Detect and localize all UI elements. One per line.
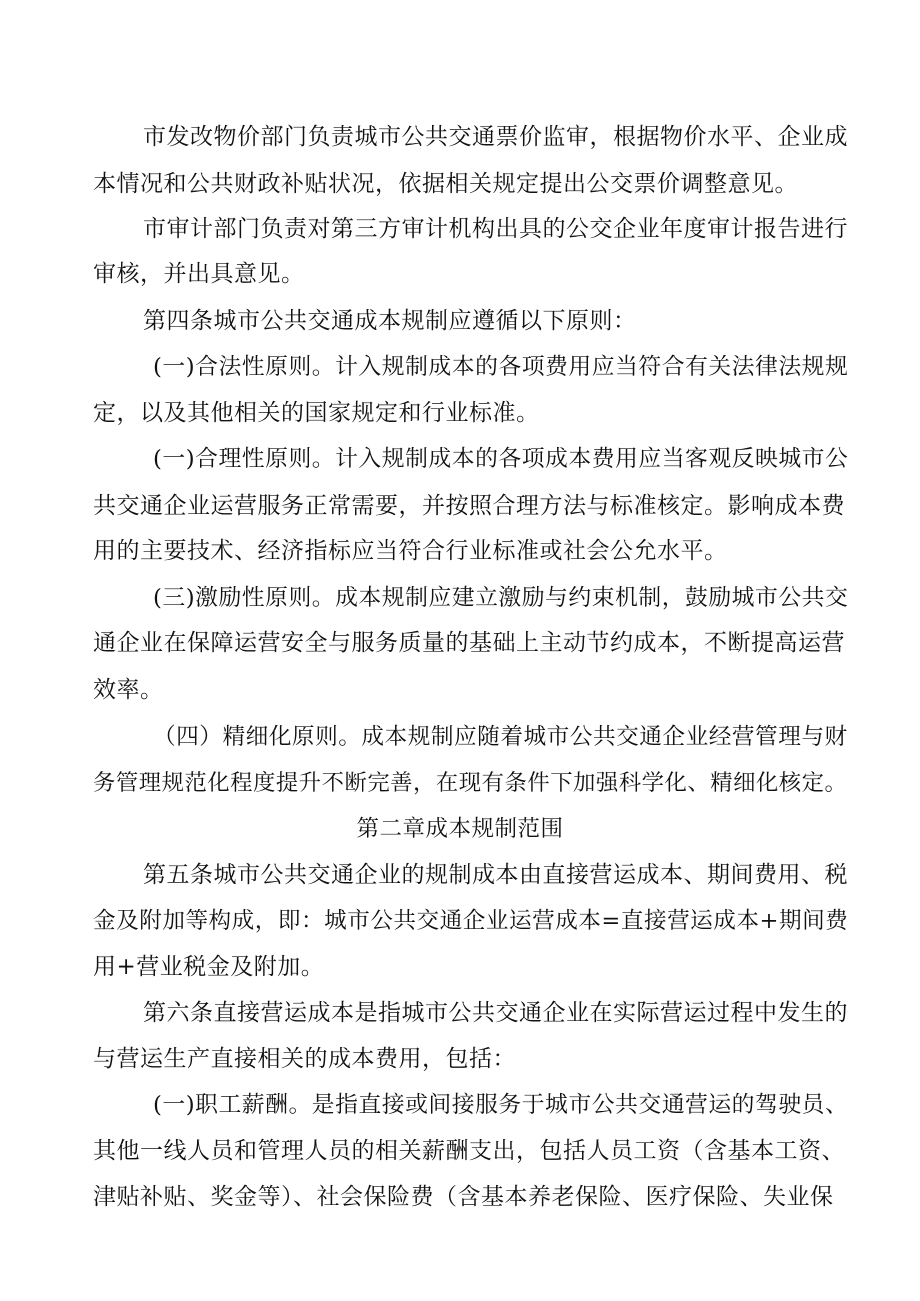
paragraph-line: （四）精细化原则。成本规制应随着城市公共交通企业经营管理与财 [153,724,848,750]
paragraph-line: 用的主要技术、经济指标应当符合行业标准或社会公允水平。 [93,538,728,564]
paragraph-line: 市审计部门负责对第三方审计机构出具的公交企业年度审计报告进行 [143,216,848,242]
paragraph-line: 其他一线人员和管理人员的相关薪酬支出，包括人员工资（含基本工资、 [93,1138,845,1164]
paragraph-line: 务管理规范化程度提升不断完善，在现有条件下加强科学化、精细化核定。 [93,770,848,796]
paragraph-line: 津贴补贴、奖金等）、社会保险费（含基本养老保险、医疗保险、失业保 [93,1184,834,1210]
paragraph-line: 效率。 [93,677,164,703]
paragraph-line: 审核，并出具意见。 [93,261,305,287]
paragraph-line: (三)激励性原则。成本规制应建立激励与约束机制，鼓励城市公共交 [153,585,849,611]
article-heading: 第六条直接营运成本是指城市公共交通企业在实际营运过程中发生的 [143,1000,848,1026]
paragraph-line: 市发改物价部门负责城市公共交通票价监审，根据物价水平、企业成 [143,124,848,150]
paragraph-line: 定，以及其他相关的国家规定和行业标准。 [93,400,540,426]
article-heading: 第五条城市公共交通企业的规制成本由直接营运成本、期间费用、税 [143,862,848,888]
paragraph-line: 通企业在保障运营安全与服务质量的基础上主动节约成本，不断提高运营 [93,630,845,656]
paragraph-line: (一)合理性原则。计入规制成本的各项成本费用应当客观反映城市公 [153,446,849,472]
paragraph-line: 本情况和公共财政补贴状况，依据相关规定提出公交票价调整意见。 [93,171,798,197]
paragraph-line: 金及附加等构成，即：城市公共交通企业运营成本=直接营运成本+期间费 [93,908,849,934]
chapter-heading: 第二章成本规制范围 [356,816,564,842]
paragraph-line: 共交通企业运营服务正常需要，并按照合理方法与标准核定。影响成本费 [93,493,845,519]
paragraph-line: 用+营业税金及附加。 [93,954,325,980]
paragraph-line: (一)职工薪酬。是指直接或间接服务于城市公共交通营运的驾驶员、 [153,1092,849,1118]
article-heading: 第四条城市公共交通成本规制应遵循以下原则： [143,308,637,334]
paragraph-line: (一)合法性原则。计入规制成本的各项费用应当符合有关法律法规规 [153,354,849,380]
paragraph-line: 与营运生产直接相关的成本费用，包括： [93,1046,516,1072]
